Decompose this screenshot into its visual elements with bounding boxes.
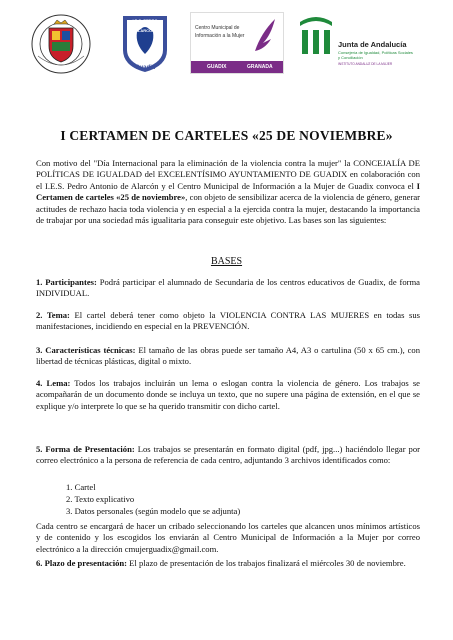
base-item-2-label: 2. Tema:: [36, 310, 70, 320]
junta-sub2: y Conciliación: [338, 55, 363, 60]
ies-name-text: I.E.S. PEDRO ANTONIO DE ALARCÓN: [132, 18, 158, 33]
base-item-6: [36, 558, 420, 569]
guadix-seal-logo: [30, 12, 92, 76]
base-item-1: [36, 277, 420, 300]
selection-paragraph: Cada centro se encargará de hacer un cribado seleccionando los carteles que alcancen unos mínimos artísticos y de contenido y los escogidos los enviarán al Centro Municipal de Información a la Mujer por correo electrónico a la dirección cmujerguadix@gmail.com.: [36, 521, 420, 554]
base-item-2-text: El cartel deberá tener como objeto la VIOLENCIA CONTRA LAS MUJERES en todas sus manifestaciones, incidiendo en especial en la PREVENCIÓN.: [36, 310, 421, 332]
base-item-6-label: 6. Plazo de presentación:: [36, 558, 128, 568]
ies-city-text: Guadix: [134, 65, 156, 71]
intro-bold: I Certamen de carteles «25 de noviembre»: [36, 180, 420, 203]
base-item-1-label: 1. Participantes:: [36, 277, 97, 287]
base-item-3-label: 3. Características técnicas:: [36, 345, 136, 355]
cmim-line1: Centro Municipal de: [195, 25, 240, 31]
base-item-5-text: Los trabajos se presentarán en formato digital (pdf, jpg...) haciéndolo llegar por correo electrónico a la persona de referencia de cada centro, adjuntando 3 archivos identificados como:: [36, 444, 420, 466]
junta-sub1: Consejería de Igualdad, Políticas Sociales: [338, 50, 413, 55]
junta-andalucia-logo: [290, 12, 430, 72]
base-item-4-text: Todos los trabajos incluirán un lema o eslogan contra la violencia de género. Los trabajos se acompañarán de un documento donde se incluya un texto, que no supere una página de extensión, en el que se explique y/o interprete lo que se ha querido transmitir con dicho cartel.: [36, 378, 420, 411]
base-item-3: [36, 345, 420, 368]
base-item-6-text: El plazo de presentación de los trabajos finalizará el miércoles 30 de noviembre.: [127, 558, 406, 568]
base-item-4-label: 4. Lema:: [36, 378, 71, 388]
cmim-line2: Información a la Mujer: [195, 33, 245, 39]
files-list: [66, 481, 240, 517]
intro-text-2: , con objeto de sensibilizar acerca de la violencia de género, generar actitudes de rechazo hacia toda violencia y en especial a la ejercida contra la mujer, destacando la importancia de trabajar por una sociedad más igualitaria para conseguir este objetivo. Las bases son las siguientes:: [36, 192, 421, 226]
intro-paragraph: [36, 158, 420, 226]
ies-logo: [115, 10, 175, 74]
base-item-3-text: El tamaño de las obras puede ser tamaño A4, A3 o cartulina (50 x 65 cm.), con libertad de técnicas plásticas, digital o mixto.: [36, 345, 420, 367]
base-item-5-label: 5. Forma de Presentación:: [36, 444, 135, 454]
base-item-4: [36, 378, 420, 412]
list-item: 1. Cartel: [66, 482, 96, 492]
bases-heading: BASES: [210, 256, 243, 267]
list-item: 2. Texto explicativo: [66, 494, 135, 504]
cmim-city2: GRANADA: [247, 64, 273, 70]
base-item-1-text: Podrá participar el alumnado de Secundaria de los centros educativos de Guadix, de forma INDIVIDUAL.: [36, 277, 420, 299]
logos-header: [0, 8, 453, 78]
junta-title: Junta de Andalucía: [338, 40, 407, 49]
list-item: 3. Datos personales (según modelo que se adjunta): [66, 506, 241, 516]
intro-text-1: Con motivo del "Día Internacional para la eliminación de la violencia contra la mujer" la CONCEJALÍA DE POLÍTICAS DE IGUALDAD del EXCELENTÍSIMO AYUNTAMIENTO DE GUADIX en colaboración con el I.E.S. Pedro Antonio de Alarcón y el Centro Municipal de Información a la Mujer de Guadix convoca el: [36, 158, 420, 191]
base-item-2: [36, 310, 420, 333]
junta-sub3: INSTITUTO ANDALUZ DE LA MUJER: [338, 62, 393, 66]
cmim-logo: [190, 12, 284, 74]
base-item-5: [36, 444, 420, 467]
document-title: I CERTAMEN DE CARTELES «25 DE NOVIEMBRE»: [60, 128, 393, 143]
cmim-city1: GUADIX: [207, 64, 227, 70]
